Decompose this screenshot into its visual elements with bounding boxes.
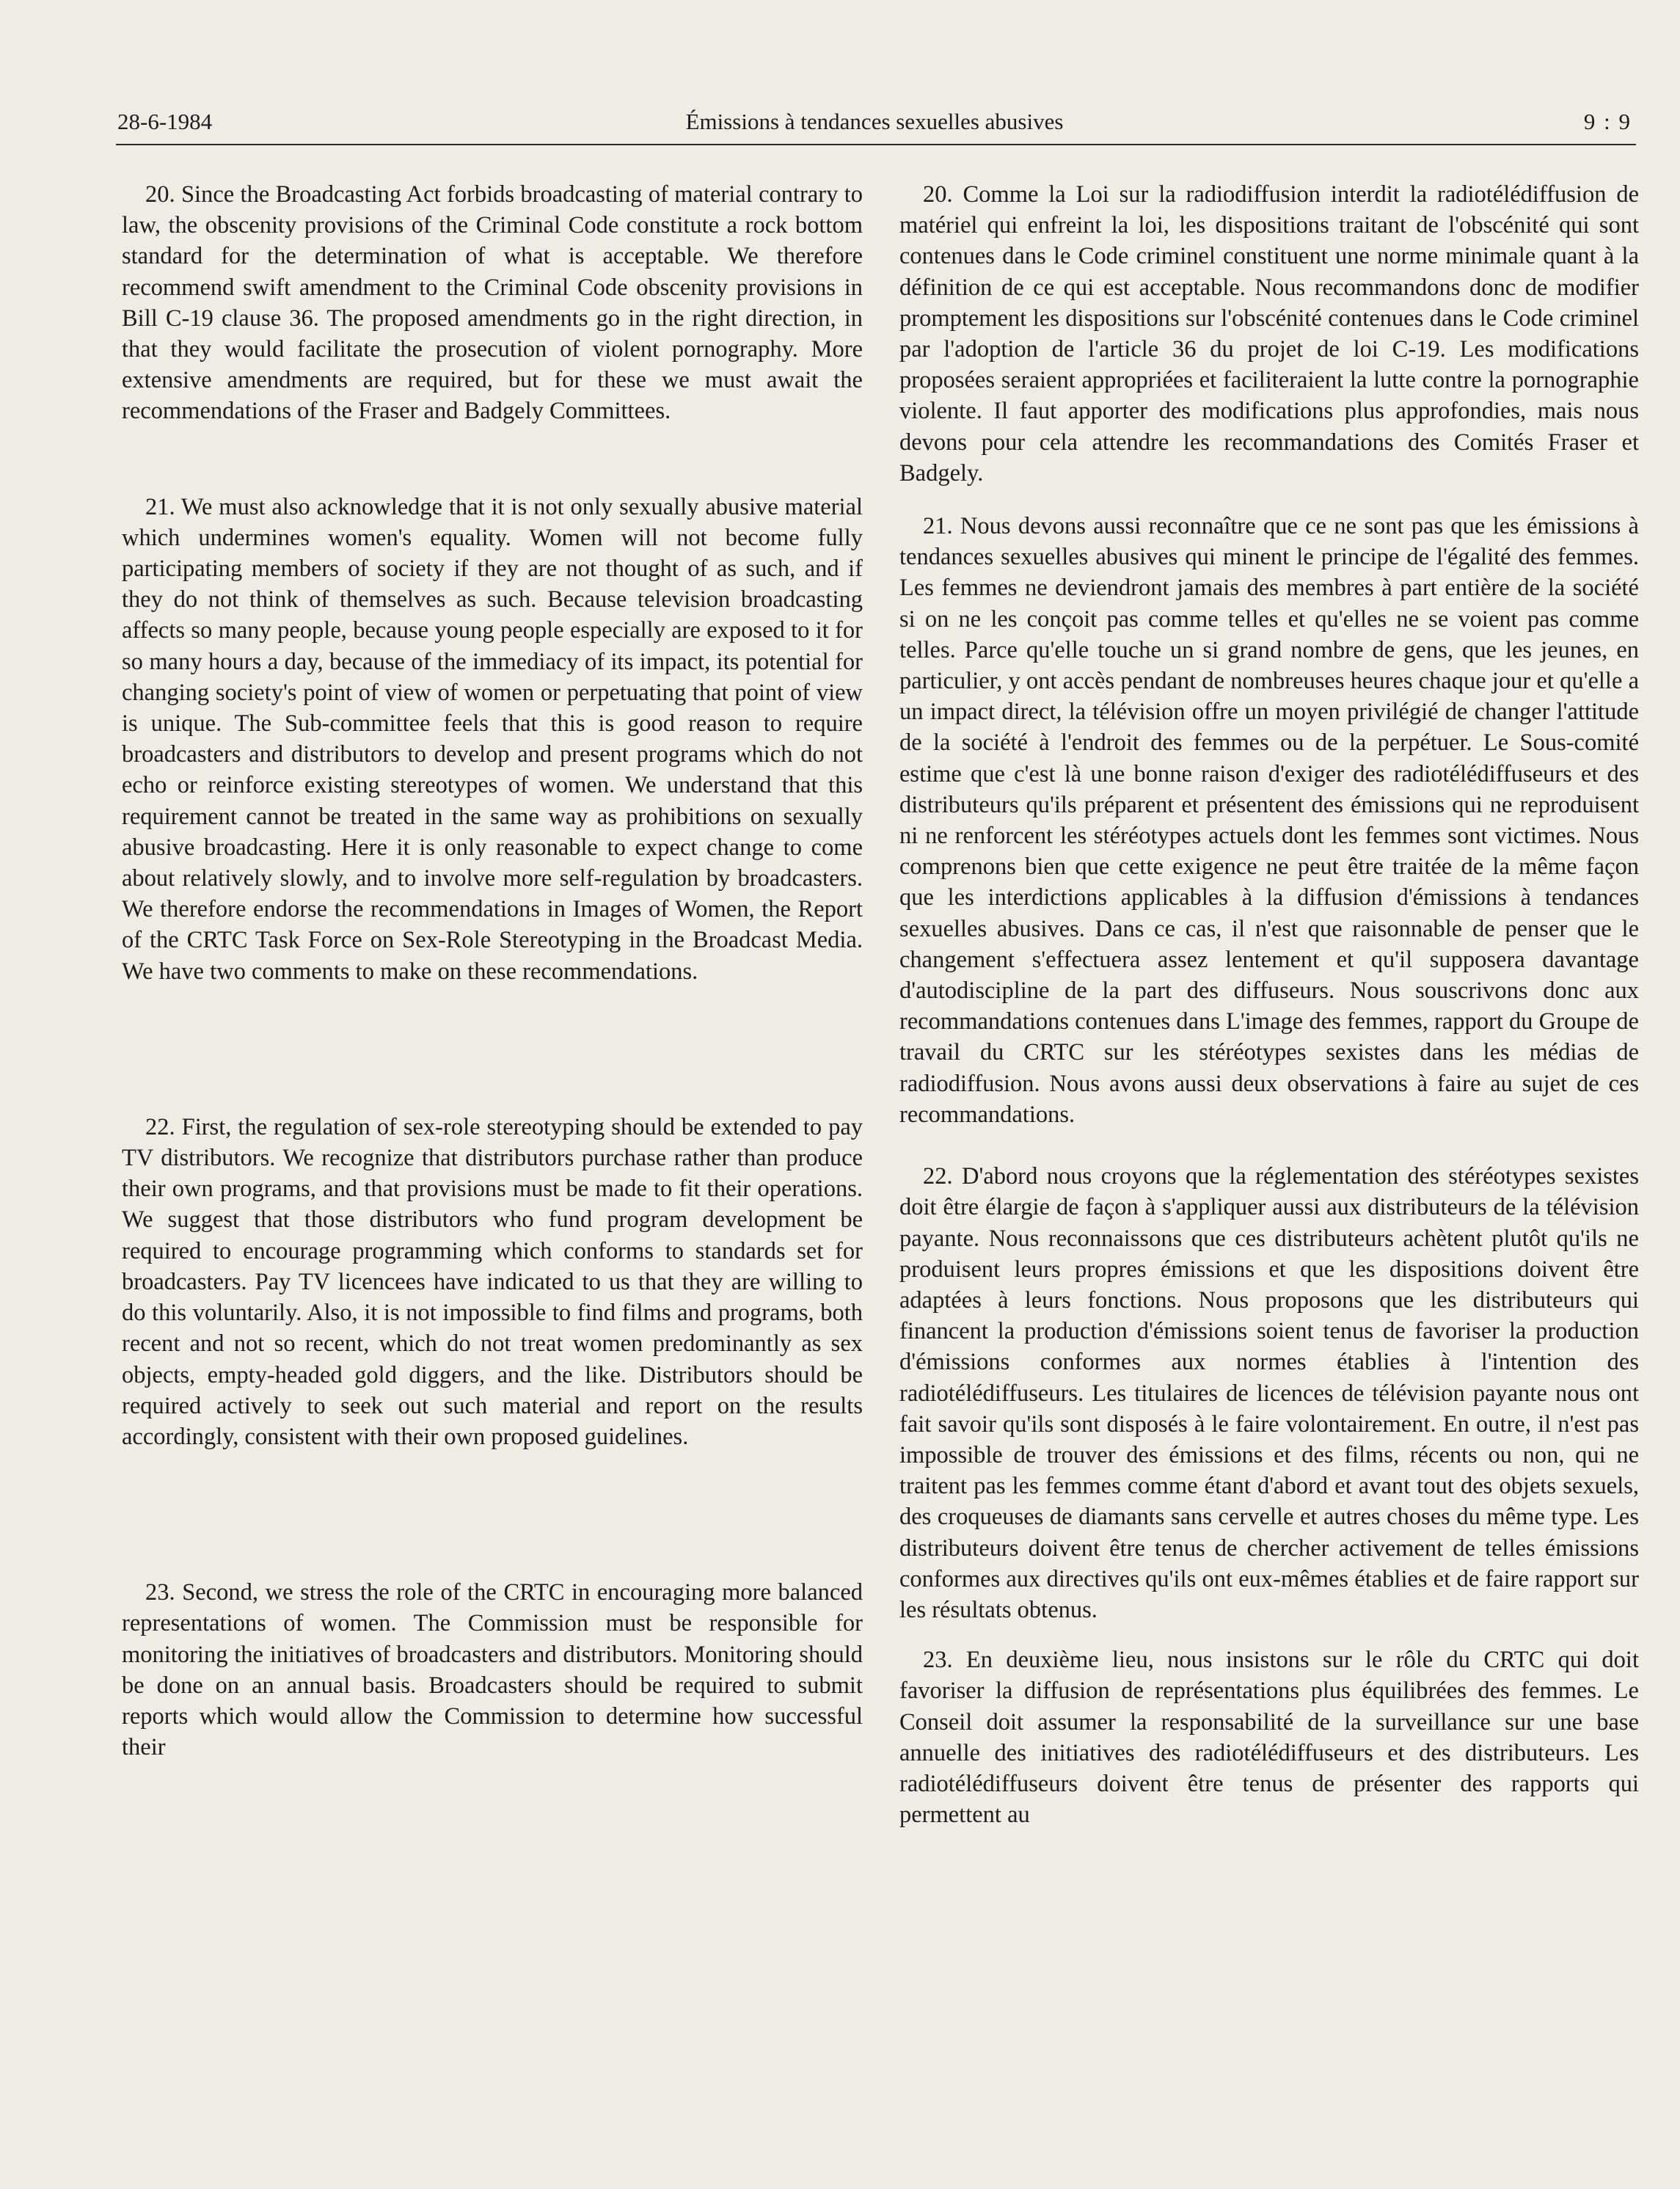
paragraph-22-fr: 22. D'abord nous croyons que la réglementation des stéréotypes sexistes doit être élargie de façon à s'appliquer aussi aux distributeurs de la télévision payante. Nous reconnaissons que ces distributeurs achètent plutôt qu'ils ne produisent leurs propres émissions et que les dispositions doivent être adaptées à leurs fonctions. Nous proposons que les distributeurs qui financent la production d'émissions soient tenus de favoriser la production d'émissions conformes aux normes établies à l'intention des radiotélédiffuseurs. Les titulaires de licences de télévision payante nous ont fait savoir qu'ils sont disposés à le faire volontairement. En outre, il n'est pas impossible de trouver des émissions et des films, récents ou non, qui ne traitent pas les femmes comme étant d'abord et avant tout des objets sexuels, des croqueuses de diamants sans cervelle et autres choses du même type. Les distributeurs doivent être tenus de chercher activement de telles émissions conformes aux directives qu'ils ont eux-mêmes établies et de faire rapport sur les résultats obtenus. xyxy=(899,1163,1639,1623)
paragraph-21-fr: 21. Nous devons aussi reconnaître que ce ne sont pas que les émissions à tendances sexuelles abusives qui minent le principe de l'égalité des femmes. Les femmes ne deviendront jamais des membres à part entière de la société si on ne les conçoit pas comme telles et qu'elles ne se voient pas comme telles. Parce qu'elle touche un si grand nombre de gens, que les jeunes, en particulier, y ont accès pendant de nombreuses heures chaque jour et qu'elle a un impact direct, la télévision offre un moyen privilégié de changer l'attitude de la société à l'endroit des femmes ou de la perpétuer. Le Sous-comité estime que c'est là une bonne raison d'exiger des radiotélédiffuseurs et des distributeurs qu'ils préparent et présentent des émissions qui ne reproduisent ni ne renforcent les stéréotypes actuels dont les femmes sont victimes. Nous comprenons bien que cette exigence ne peut être traitée de la même façon que les interdictions applicables à la diffusion d'émissions à tendances sexuelles abusives. Dans ce cas, il n'est que raisonnable de penser que le changement s'effectuera assez lentement et qu'il supposera davantage d'autodiscipline de la part des diffuseurs. Nous souscrivons donc aux recommandations contenues dans L'image des femmes, rapport du Groupe de travail du CRTC sur les stéréotypes sexistes dans les médias de radiodiffusion. Nous avons aussi deux observations à faire au sujet de ces recommandations. xyxy=(899,513,1639,1128)
header-date: 28-6-1984 xyxy=(117,109,213,134)
page-number: 9 : 9 xyxy=(1583,109,1632,134)
paragraph-20-en: 20. Since the Broadcasting Act forbids broadcasting of material contrary to law, the obscenity provisions of the Criminal Code constitute a rock bottom standard for the determination of what is acceptable. We therefore recommend swift amendment to the Criminal Code obscenity provisions in Bill C-19 clause 36. The proposed amendments go in the right direction, in that they would facilitate the prosecution of violent pornography. More extensive amendments are required, but for these we must await the recommendations of the Fraser and Badgely Committees. xyxy=(122,181,863,425)
paragraph-20-fr: 20. Comme la Loi sur la radiodiffusion interdit la radiotélédiffusion de matériel qui enfreint la loi, les dispositions traitant de l'obscénité qui sont contenues dans le Code criminel constituent une norme minimale quant à la définition de ce qui est acceptable. Nous recommandons donc de modifier promptement les dispositions sur l'obscénité contenues dans le Code criminel par l'adoption de l'article 36 du projet de loi C-19. Les modifications proposées seraient appropriées et faciliteraient la lutte contre la pornographie violente. Il faut apporter des modifications plus approfondies, mais nous devons pour cela attendre les recommandations des Comités Fraser et Badgely. xyxy=(899,181,1639,487)
french-column xyxy=(899,179,1639,1830)
running-header xyxy=(117,109,1632,141)
paragraph-23-en: 23. Second, we stress the role of the CRTC in encouraging more balanced representations of women. The Commission must be responsible for monitoring the initiatives of broadcasters and distributors. Monitoring should be done on an annual basis. Broadcasters should be required to submit reports which would allow the Commission to determine how successful their xyxy=(122,1579,863,1761)
paragraph-23-fr: 23. En deuxième lieu, nous insistons sur le rôle du CRTC qui doit favoriser la diffusion de représentations plus équilibrées des femmes. Le Conseil doit assumer la responsabilité de la surveillance sur une base annuelle des initiatives des radiotélédiffuseurs et des distributeurs. Les radiotélédiffuseurs doivent être tenus de présenter des rapports qui permettent au xyxy=(899,1647,1639,1829)
paragraph-21-en: 21. We must also acknowledge that it is not only sexually abusive material which undermines women's equality. Women will not become fully participating members of society if they are not thought of as such, and if they do not think of themselves as such. Because television broadcasting affects so many people, because young people especially are exposed to it for so many hours a day, because of the immediacy of its impact, its potential for changing society's point of view of women or perpetuating that point of view is unique. The Sub-committee feels that this is good reason to require broadcasters and distributors to develop and present programs which do not echo or reinforce existing stereotypes of women. We understand that this requirement cannot be treated in the same way as prohibitions on sexually abusive broadcasting. Here it is only reasonable to expect change to come about relatively slowly, and to involve more self-regulation by broadcasters. We therefore endorse the recommendations in Images of Women, the Report of the CRTC Task Force on Sex-Role Stereotyping in the Broadcast Media. We have two comments to make on these recommendations. xyxy=(122,493,863,985)
paragraph-22-en: 22. First, the regulation of sex-role stereotyping should be extended to pay TV distributors. We recognize that distributors purchase rather than produce their own programs, and that provisions must be made to fit their operations. We suggest that those distributors who fund program development be required to encourage programming which conforms to standards set for broadcasters. Pay TV licencees have indicated to us that they are willing to do this voluntarily. Also, it is not impossible to find films and programs, both recent and not so recent, which do not treat women predominantly as sex objects, empty-headed gold diggers, and the like. Distributors should be required actively to seek out such material and report on the results accordingly, consistent with their own proposed guidelines. xyxy=(122,1113,863,1450)
header-title: Émissions à tendances sexuelles abusives xyxy=(685,109,1064,134)
english-column xyxy=(122,179,863,1763)
header-rule xyxy=(116,144,1636,145)
